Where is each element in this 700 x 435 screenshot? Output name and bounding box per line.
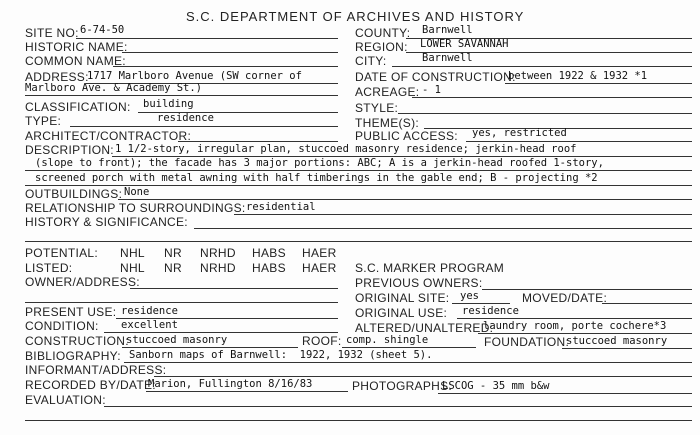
- public-access-line: [466, 141, 692, 142]
- roof-value: comp. shingle: [346, 334, 429, 346]
- moved-date-label: MOVED/DATE:: [522, 291, 608, 305]
- acreage-value: - 1: [422, 84, 441, 96]
- original-use-label: ORIGINAL USE:: [355, 306, 448, 320]
- potential-label: POTENTIAL:: [25, 246, 99, 260]
- photographs-value: LSCOG - 35 mm b&w: [442, 380, 550, 392]
- construction-label: CONSTRUCTION:: [25, 334, 129, 348]
- foundation-label: FOUNDATION:: [484, 335, 570, 349]
- common-name-line: [113, 66, 338, 67]
- present-use-value: residence: [121, 305, 178, 317]
- site-no-line: [76, 38, 338, 39]
- listed-nr: NR: [164, 261, 182, 275]
- roof-label: ROOF:: [302, 334, 342, 348]
- bibliography-value: Sanborn maps of Barnwell: 1922, 1932 (sheet 5).: [129, 349, 433, 361]
- listed-habs: HABS: [252, 261, 286, 275]
- address-label: ADDRESS:: [25, 70, 89, 84]
- bibliography-label: BIBLIOGRAPHY:: [25, 349, 121, 363]
- original-site-label: ORIGINAL SITE:: [355, 291, 450, 305]
- listed-label: LISTED:: [25, 261, 73, 275]
- bibliography-line: [124, 362, 692, 363]
- city-line: [392, 66, 692, 67]
- listed-nrhd: NRHD: [200, 261, 236, 275]
- common-name-label: COMMON NAME:: [25, 54, 126, 68]
- historic-name-line: [122, 52, 338, 53]
- construction-value: stuccoed masonry: [126, 334, 228, 346]
- potential-habs: HABS: [252, 246, 286, 260]
- original-site-value: yes: [460, 290, 479, 302]
- evaluation-line: [104, 406, 692, 407]
- relationship-line: [234, 214, 692, 215]
- date-of-construction-line: [505, 83, 692, 84]
- altered-label: ALTERED/UNALTERED:: [355, 321, 494, 335]
- original-site-line: [452, 303, 510, 304]
- county-label: COUNTY:: [355, 26, 411, 40]
- evaluation-line-2: [25, 420, 692, 421]
- county-value: Barnwell: [422, 24, 473, 36]
- previous-owners-line: [482, 289, 692, 290]
- classification-label: CLASSIFICATION:: [25, 100, 131, 114]
- photographs-line: [438, 393, 692, 394]
- previous-owners-label: PREVIOUS OWNERS:: [355, 276, 483, 290]
- public-access-value: yes, restricted: [472, 127, 567, 139]
- site-no-value: 6-74-50: [80, 24, 125, 36]
- evaluation-label: EVALUATION:: [25, 393, 106, 407]
- date-of-construction-value: between 1922 & 1932 *1: [508, 70, 648, 82]
- listed-haer: HAER: [302, 261, 337, 275]
- architect-label: ARCHITECT/CONTRACTOR:: [25, 129, 192, 143]
- address-line-2: [25, 95, 338, 96]
- region-label: REGION:: [355, 40, 408, 54]
- historic-name-label: HISTORIC NAME:: [25, 40, 128, 54]
- owner-address-line-2: [25, 302, 338, 303]
- outbuildings-line: [118, 199, 692, 200]
- potential-nhl: NHL: [120, 246, 145, 260]
- owner-address-label: OWNER/ADDRESS:: [25, 275, 140, 289]
- history-line: [194, 228, 692, 229]
- informant-line: [154, 376, 692, 377]
- outbuildings-label: OUTBUILDINGS:: [25, 187, 123, 201]
- description-line3: screened porch with metal awning with half timberings in the gable end; B - projecting *2: [35, 172, 598, 184]
- moved-date-line: [602, 303, 692, 304]
- card-header: S.C. DEPARTMENT OF ARCHIVES AND HISTORY: [186, 9, 525, 24]
- public-access-label: PUBLIC ACCESS:: [355, 129, 458, 143]
- type-label: TYPE:: [25, 114, 62, 128]
- type-value: residence: [157, 112, 214, 124]
- recorded-by-value: Marion, Fullington 8/16/83: [148, 378, 313, 390]
- potential-nr: NR: [164, 246, 182, 260]
- condition-value: excellent: [121, 319, 178, 331]
- description-rule-2: [25, 170, 692, 171]
- altered-line: [478, 333, 692, 334]
- architect-line: [178, 141, 338, 142]
- potential-haer: HAER: [302, 246, 337, 260]
- style-line: [398, 113, 692, 114]
- condition-label: CONDITION:: [25, 319, 99, 333]
- description-line1: 1 1/2-story, irregular plan, stuccoed masonry residence; jerkin-head roof: [115, 143, 577, 155]
- outbuildings-value: None: [124, 186, 150, 198]
- condition-line: [104, 332, 338, 333]
- original-use-line: [457, 318, 692, 319]
- foundation-line: [562, 348, 692, 349]
- region-value: LOWER SAVANNAH: [420, 38, 509, 50]
- type-line: [70, 126, 338, 127]
- address-value-line1: 1717 Marlboro Avenue (SW corner of: [87, 70, 302, 82]
- marker-program-label: S.C. MARKER PROGRAM: [355, 261, 505, 275]
- original-use-value: residence: [462, 305, 519, 317]
- photographs-label: PHOTOGRAPHS:: [352, 379, 453, 393]
- present-use-label: PRESENT USE:: [25, 305, 117, 319]
- foundation-value: stuccoed masonry: [566, 335, 668, 347]
- acreage-line: [412, 97, 692, 98]
- relationship-value: residential: [246, 201, 316, 213]
- description-line2: (slope to front); the facade has 3 major portions: ABC; A is a jerkin-head roofed 1-story,: [35, 157, 604, 169]
- style-label: STYLE:: [355, 101, 399, 115]
- altered-value: laundry room, porte cochere*3: [483, 320, 667, 332]
- classification-value: building: [143, 98, 194, 110]
- potential-nrhd: NRHD: [200, 246, 236, 260]
- date-of-construction-label: DATE OF CONSTRUCTION:: [355, 70, 516, 84]
- themes-label: THEME(S):: [355, 116, 420, 130]
- acreage-label: ACREAGE:: [355, 85, 420, 99]
- informant-label: INFORMANT/ADDRESS:: [25, 363, 167, 377]
- recorded-by-label: RECORDED BY/DATE:: [25, 378, 156, 392]
- section-divider: [25, 241, 692, 242]
- city-label: CITY:: [355, 54, 387, 68]
- recorded-by-line: [146, 391, 348, 392]
- roof-line: [342, 347, 476, 348]
- city-value: Barnwell: [422, 52, 473, 64]
- description-label: DESCRIPTION:: [25, 143, 114, 157]
- relationship-label: RELATIONSHIP TO SURROUNDINGS:: [25, 201, 246, 215]
- address-value-line2: Marlboro Ave. & Academy St.): [25, 82, 203, 94]
- construction-line: [122, 347, 298, 348]
- site-no-label: SITE NO:: [25, 26, 79, 40]
- owner-address-line: [130, 288, 338, 289]
- history-label: HISTORY & SIGNIFICANCE:: [25, 215, 188, 229]
- listed-nhl: NHL: [120, 261, 145, 275]
